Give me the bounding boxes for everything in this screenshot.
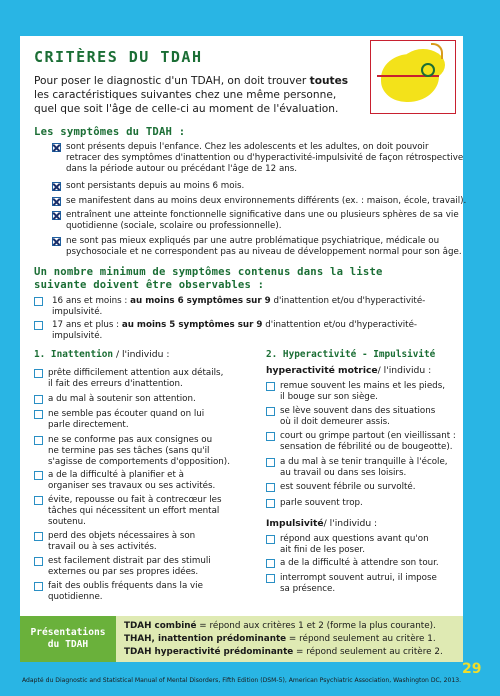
motor-item-line: parle souvent trop. [280,498,363,508]
motor-item-line: au travail ou dans ses loisirs. [280,468,407,478]
intro-text [34,74,369,116]
checkbox-icon[interactable] [266,535,275,544]
checkbox-icon[interactable] [266,432,275,441]
page-number: 29 [462,661,482,677]
symptom-item-line: entraînent une atteinte fonctionnelle significative dans une ou plusieurs sphères de sa vie [66,210,459,220]
symptom-item-line: sont persistants depuis au moins 6 mois. [66,181,245,191]
checkbox-icon[interactable] [34,436,43,445]
motor-item-line: court ou grimpe partout (en vieillissant : [280,431,456,441]
inattention-item-line: parle directement. [48,420,129,430]
minimum-heading-line-2: suivante doivent être observables : [34,279,265,291]
checkbox-icon[interactable] [34,410,43,419]
presentation-hyperactivity [124,647,443,657]
minimum-bold: au moins 6 symptômes sur 9 [130,296,271,306]
checkbox-icon[interactable] [52,237,61,246]
minimum-heading-line-1: Un nombre minimum de symptômes contenus dans la liste [34,266,383,278]
minimum-item-line [52,320,417,331]
impulsivity-heading [266,518,377,529]
inattention-item-line: tâches qui nécessitent un effort mental [48,506,220,516]
checkbox-icon[interactable] [34,321,43,330]
presentation-combined [124,621,436,631]
checkbox-icon[interactable] [34,369,43,378]
inattention-item-line: travail ou à ses activités. [48,542,157,552]
symptom-item-line: ne sont pas mieux expliqués par une autre problématique psychiatrique, médicale ou [66,236,440,246]
checkbox-icon[interactable] [266,483,275,492]
inattention-item-line: s'agisse de comportements d'opposition). [48,457,230,467]
minimum-pre: 17 ans et plus : [52,320,122,330]
checkbox-icon[interactable] [34,297,43,306]
symptom-item-line: quotidienne (sociale, scolaire ou professionnelle). [66,221,282,231]
minimum-bold: au moins 5 symptômes sur 9 [121,320,263,330]
inattention-item-line: organiser ses travaux ou ses activités. [48,481,216,491]
presentation-hyperactivity-title: TDAH hyperactivité prédominante [124,647,294,657]
motor-sub: / l'individu : [377,365,432,376]
checkbox-icon[interactable] [34,532,43,541]
inattention-item-line: soutenu. [48,517,86,527]
brain-illustration [370,40,456,114]
checkbox-icon[interactable] [34,557,43,566]
inattention-item-line: fait des oublis fréquents dans la vie [48,581,203,591]
minimum-item-line [52,296,425,307]
checkbox-icon[interactable] [52,197,61,206]
checkbox-icon[interactable] [34,395,43,404]
presentation-inattention-text: = répond seulement au critère 1. [286,634,436,644]
checkbox-icon[interactable] [266,574,275,583]
motor-item-line: se lève souvent dans des situations [280,406,436,416]
impulsivity-item-line: répond aux questions avant qu'on [280,534,429,544]
presentation-hyperactivity-text: = répond seulement au critère 2. [293,647,443,657]
presentations-label-line-2: du TDAH [47,639,89,650]
source-note: Adapté du Diagnostic and Statistical Manual of Mental Disorders, Fifth Edition (DSM-5), American Psychiatric Association, Washington DC, 2013. [22,677,462,684]
symptom-item-line: sont présents depuis l'enfance. Chez les adolescents et les adultes, on doit pouvoir [66,142,429,152]
inattention-item-line: perd des objets nécessaires à son [48,531,196,541]
inattention-item-line: quotidienne. [48,592,103,602]
minimum-pre: 16 ans et moins : [52,296,131,306]
intro-line-1: Pour poser le diagnostic d'un TDAH, on doit trouver [34,75,310,87]
motor-item-line: où il doit demeurer assis. [280,417,390,427]
motor-item-line: il bouge sur son siège. [280,392,378,402]
motor-item-line: est souvent fébrile ou survolté. [280,482,416,492]
impulsivity-item-line: ait fini de les poser. [280,545,365,555]
checkbox-icon[interactable] [266,559,275,568]
presentation-combined-text: = répond aux critères 1 et 2 (forme la plus courante). [196,621,436,631]
inattention-item-line: ne termine pas ses tâches (sans qu'il [48,446,210,456]
inattention-item-line: a de la difficulté à planifier et à [48,470,184,480]
page-title: CRITÈRES DU TDAH [34,48,203,66]
inattention-item-line: externes ou par ses propres idées. [48,567,199,577]
presentation-inattention-title: THAH, inattention prédominante [124,634,287,644]
inattention-sub: / l'individu : [113,349,170,360]
checkbox-icon[interactable] [34,471,43,480]
symptom-item-line: dans la période autour ou précédant l'âge de 12 ans. [66,164,298,174]
hyperactivity-heading: 2. Hyperactivité - Impulsivité [266,349,436,360]
checkbox-icon[interactable] [34,496,43,505]
checkbox-icon[interactable] [52,143,61,152]
motor-item-line: a du mal à se tenir tranquille à l'école, [280,457,448,467]
checkbox-icon[interactable] [52,211,61,220]
impulsivity-sub: / l'individu : [323,518,378,529]
impulsivity-label: Impulsivité [266,518,324,529]
motor-item-line: remue souvent les mains et les pieds, [280,381,445,391]
minimum-post: d'inattention et/ou d'hyperactivité- [262,320,418,330]
minimum-item-line: impulsivité. [52,331,103,341]
symptoms-heading: Les symptômes du TDAH : [34,126,186,138]
impulsivity-item-line: sa présence. [280,584,336,594]
inattention-item-line: il fait des erreurs d'inattention. [48,379,183,389]
inattention-item-line: évite, repousse ou fait à contrecœur les [48,495,222,505]
inattention-item-line: a du mal à soutenir son attention. [48,394,196,404]
inattention-item-line: ne semble pas écouter quand on lui [48,409,205,419]
intro-bold: toutes [309,75,349,87]
checkbox-icon[interactable] [34,582,43,591]
symptom-item-line: se manifestent dans au moins deux environnements différents (ex. : maison, école, travail). [66,196,467,206]
motor-item-line: sensation de fébrilité ou de bougeotte). [280,442,453,452]
checkbox-icon[interactable] [266,407,275,416]
symptom-item-line: psychosociale et ne correspondent pas au niveau de développement normal pour son âge. [66,247,462,257]
checkbox-icon[interactable] [266,382,275,391]
eye-circle [421,63,435,77]
minimum-post: d'inattention et/ou d'hyperactivité- [270,296,426,306]
presentations-label [20,616,116,662]
motor-label: hyperactivité motrice [266,365,378,376]
presentation-inattention [124,634,436,644]
presentation-combined-title: TDAH combiné [124,621,197,631]
checkbox-icon[interactable] [52,182,61,191]
inattention-title: 1. Inattention [34,349,114,360]
presentations-label-line-1: Présentations [30,627,106,638]
minimum-item-line: impulsivité. [52,307,103,317]
motor-heading [266,365,431,376]
inattention-item-line: prête difficilement attention aux détails, [48,368,224,378]
inattention-item-line: est facilement distrait par des stimuli [48,556,211,566]
checkbox-icon[interactable] [266,458,275,467]
impulsivity-item-line: interrompt souvent autrui, il impose [280,573,437,583]
brain-stem [431,43,443,59]
symptom-item-line: retracer des symptômes d'inattention ou d'hyperactivité-impulsivité de façon rétrospective [66,153,464,163]
inattention-item-line: ne se conforme pas aux consignes ou [48,435,213,445]
intro-line-3: quel que soit l'âge de celle-ci au moment de l'évaluation. [34,103,339,115]
checkbox-icon[interactable] [266,499,275,508]
impulsivity-item-line: a de la difficulté à attendre son tour. [280,558,439,568]
inattention-heading [34,349,169,360]
intro-line-2: les caractéristiques suivantes chez une même personne, [34,89,337,101]
